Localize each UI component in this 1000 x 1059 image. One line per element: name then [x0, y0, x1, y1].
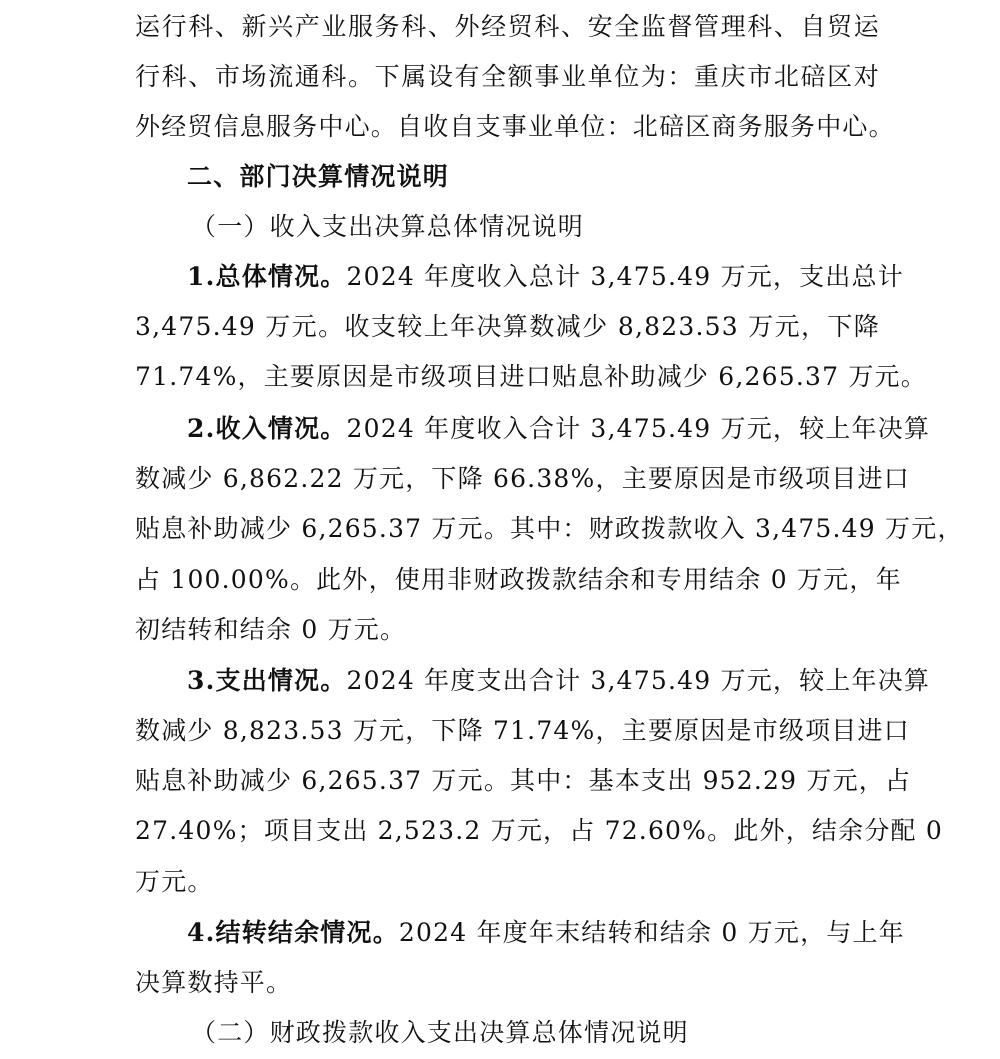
subsection-heading: （一）收入支出决算总体情况说明 — [191, 212, 585, 241]
paragraph-text: 2024 年度年末结转和结余 0 万元，与上年 — [398, 918, 905, 947]
paragraph-first-line — [187, 656, 931, 706]
text-line: 贴息补助减少 6,265.37 万元。其中：基本支出 952.29 万元，占 — [135, 766, 912, 795]
subsection-heading: （二）财政拨款收入支出决算总体情况说明 — [191, 1018, 689, 1047]
paragraph-lead: 3.支出情况。 — [187, 666, 347, 695]
paragraph-lead: 2.收入情况。 — [187, 414, 347, 443]
text-line: 数减少 8,823.53 万元，下降 71.74%，主要原因是市级项目进口 — [135, 716, 910, 745]
paragraph-first-line — [187, 908, 905, 958]
text-line: 运行科、新兴产业服务科、外经贸科、安全监督管理科、自贸运 — [135, 12, 880, 41]
text-line: 贴息补助减少 6,265.37 万元。其中：财政拨款收入 3,475.49 万元， — [135, 514, 964, 543]
paragraph-text: 2024 年度收入合计 3,475.49 万元，较上年决算 — [346, 414, 931, 443]
text-line: 3,475.49 万元。收支较上年决算数减少 8,823.53 万元，下降 — [135, 312, 880, 341]
paragraph-first-line — [187, 404, 931, 454]
text-line: 决算数持平。 — [135, 968, 293, 997]
text-line: 27.40%；项目支出 2,523.2 万元，占 72.60%。此外，结余分配 0 — [135, 816, 943, 845]
text-line: 占 100.00%。此外，使用非财政拨款结余和专用结余 0 万元，年 — [135, 565, 902, 594]
text-line: 71.74%，主要原因是市级项目进口贴息补助减少 6,265.37 万元。 — [135, 362, 927, 391]
paragraph-first-line — [187, 252, 904, 302]
text-line: 初结转和结余 0 万元。 — [135, 615, 407, 644]
section-heading: 二、部门决算情况说明 — [187, 162, 450, 191]
paragraph-lead: 1.总体情况。 — [187, 262, 347, 291]
text-line: 外经贸信息服务中心。自收自支事业单位：北碚区商务服务中心。 — [135, 112, 895, 141]
text-line: 数减少 6,862.22 万元，下降 66.38%，主要原因是市级项目进口 — [135, 464, 910, 493]
text-line: 万元。 — [135, 867, 214, 896]
text-line: 行科、市场流通科。下属设有全额事业单位为：重庆市北碚区对 — [135, 62, 880, 91]
paragraph-text: 2024 年度支出合计 3,475.49 万元，较上年决算 — [346, 666, 931, 695]
paragraph-text: 2024 年度收入总计 3,475.49 万元，支出总计 — [346, 262, 904, 291]
paragraph-lead: 4.结转结余情况。 — [187, 918, 399, 947]
